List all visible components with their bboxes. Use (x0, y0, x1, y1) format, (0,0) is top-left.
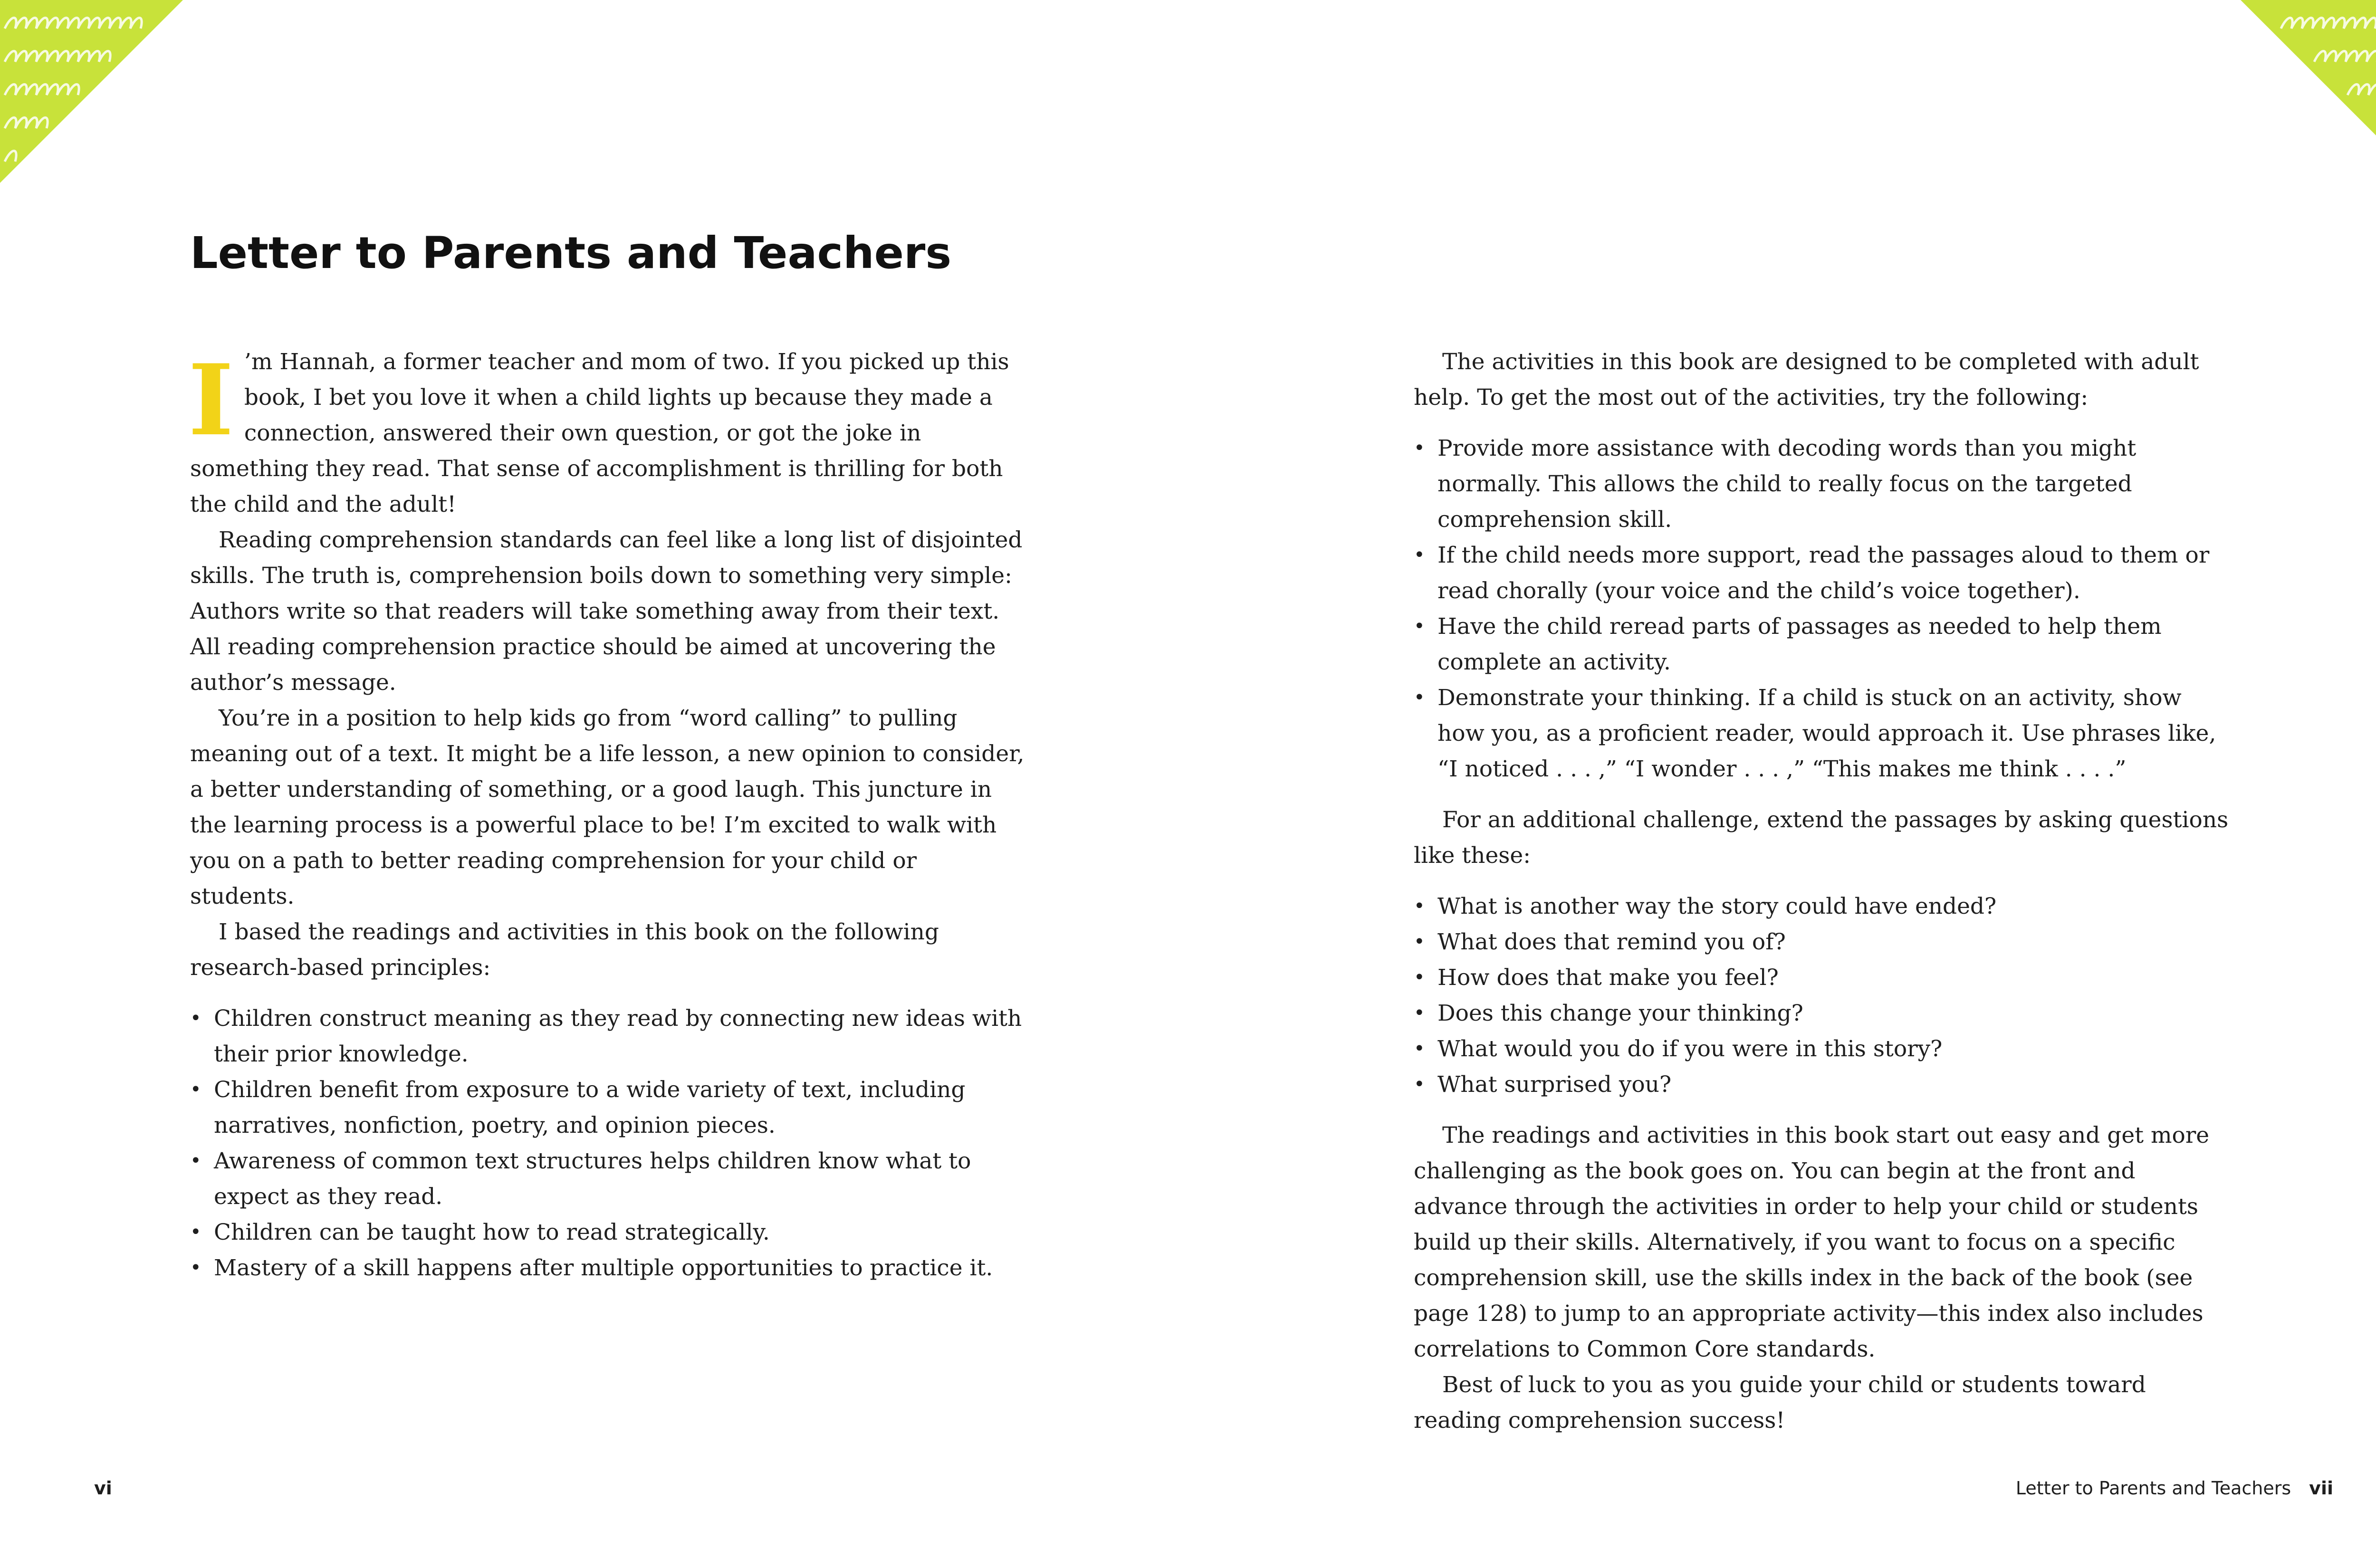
list-item: • Does this change your thinking? (1414, 995, 2231, 1031)
paragraph-standards: Reading comprehension standards can feel like a long list of disjointed skills. The truth is, comprehension boils down to something very simple: Authors write so that readers will take something away from their text. All reading comprehension practice should be aimed at uncovering the author’s message. (190, 527, 1023, 696)
list-item: • Mastery of a skill happens after multiple opportunities to practice it. (190, 1250, 1026, 1286)
list-item: • Children can be taught how to read strategically. (190, 1214, 1026, 1250)
corner-ribbon-left (0, 0, 185, 185)
principles-list (190, 1001, 1026, 1286)
list-item: • What does that remind you of? (1414, 924, 2231, 960)
footer-right (2016, 1478, 2333, 1499)
right-column (1414, 344, 2231, 1438)
list-item: • Awareness of common text structures helps children know what to expect as they read. (190, 1143, 1026, 1214)
list-item: • How does that make you feel? (1414, 960, 2231, 995)
list-item: • If the child needs more support, read the passages aloud to them or read chorally (your voice and the child’s voice together). (1414, 537, 2231, 609)
opening-paragraph (190, 344, 1026, 522)
list-item: • Demonstrate your thinking. If a child is stuck on an activity, show how you, as a proficient reader, would approach it. Use phrases like, “I noticed . . . ,” “I wonder . . . ,” “This makes me think . . . .” (1414, 680, 2231, 787)
drop-cap: I (188, 344, 234, 458)
page-number-left: vi (94, 1478, 112, 1499)
list-item: • Children benefit from exposure to a wide variety of text, including narratives, nonfiction, poetry, and opinion pieces. (190, 1072, 1026, 1143)
list-item: • Children construct meaning as they read by connecting new ideas with their prior knowledge. (190, 1001, 1026, 1072)
questions-list (1414, 889, 2231, 1102)
corner-ribbon-right (2238, 0, 2376, 185)
paragraph-activities-intro: The activities in this book are designed to be completed with adult help. To get the most out of the activities, try the following: (1414, 349, 2199, 411)
paragraph-position: You’re in a position to help kids go from “word calling” to pulling meaning out of a text. It might be a life lesson, a new opinion to consider, a better understanding of something, or a good laugh. This juncture in the learning process is a powerful place to be! I’m excited to walk with you on a path to better reading comprehension for your child or students. (190, 705, 1025, 909)
paragraph-challenge-intro: For an additional challenge, extend the passages by asking questions like these: (1414, 807, 2229, 869)
opening-paragraph-text: ’m Hannah, a former teacher and mom of two. If you picked up this book, I bet you love it when a child lights up because they made a connection, answered their own question, or got the joke in something they read. That sense of accomplishment is thrilling for both the child and the adult! (190, 349, 1009, 517)
tips-list (1414, 430, 2231, 787)
list-item: • What surprised you? (1414, 1067, 2231, 1102)
paragraph-progression: The readings and activities in this book start out easy and get more challenging as the book goes on. You can begin at the front and advance through the activities in order to help your child or students build up their skills. Alternatively, if you want to focus on a specific comprehension skill, use the skills index in the back of the book (see page 128) to jump to an appropriate activity—this index also includes correlations to Common Core standards. (1414, 1122, 2210, 1362)
page-number-right: vii (2309, 1478, 2333, 1499)
list-item: • Have the child reread parts of passages as needed to help them complete an activity. (1414, 609, 2231, 680)
running-head: Letter to Parents and Teachers (2015, 1478, 2291, 1499)
left-column (190, 344, 1026, 1286)
page-title: Letter to Parents and Teachers (190, 228, 952, 278)
list-item: • What would you do if you were in this story? (1414, 1031, 2231, 1067)
list-item: • What is another way the story could have ended? (1414, 889, 2231, 924)
list-item: • Provide more assistance with decoding words than you might normally. This allows the child to really focus on the targeted comprehension skill. (1414, 430, 2231, 537)
paragraph-closing: Best of luck to you as you guide your child or students toward reading comprehension success! (1414, 1372, 2146, 1434)
paragraph-principles-intro: I based the readings and activities in this book on the following research-based principles: (190, 919, 939, 981)
